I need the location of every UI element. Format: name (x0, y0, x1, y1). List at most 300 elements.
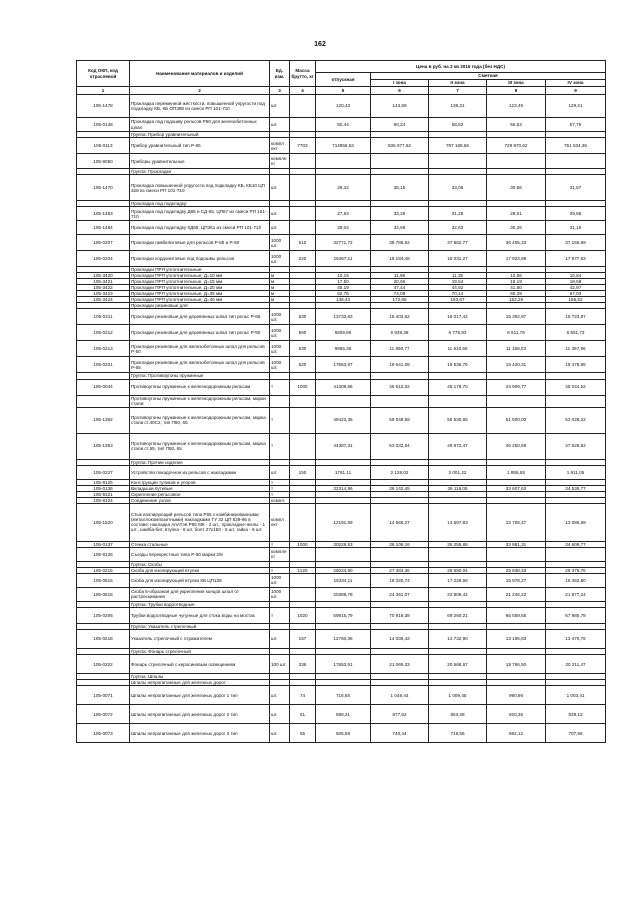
cell-price-zone-3: 44 909,77 (487, 379, 546, 395)
cell-price-release: 505,59 (316, 724, 371, 743)
cell-code: 105-0213 (77, 341, 130, 357)
cell-mass (290, 207, 316, 221)
cell-code: 105-0137 (77, 541, 130, 547)
cell-mass: 620 (290, 357, 316, 373)
cell-mass: 530 (290, 341, 316, 357)
header-code: Код ОКП, код отраслевой (77, 61, 130, 87)
table-row (77, 547, 606, 561)
cell-price-zone-2: 37 862,77 (429, 235, 487, 251)
cell-price-release: 716,65 (316, 686, 371, 705)
cell-price-zone-1 (371, 154, 429, 169)
cell-price-zone-1: 172,85 (371, 297, 429, 303)
cell-price-zone-4: 53 028,22 (546, 407, 606, 433)
cell-mass: 336 (290, 655, 316, 674)
cell-unit: т (270, 433, 290, 459)
cell-price-zone-3: 692,12 (487, 724, 546, 743)
cell-name: Группа: Прокладки (130, 169, 270, 175)
cell-unit: шт. (270, 724, 290, 743)
cell-unit: м (270, 285, 290, 291)
cell-unit: м (270, 273, 290, 279)
cell-price-zone-1: 877,62 (371, 705, 429, 724)
cell-price-zone-4: 34 609,77 (546, 541, 606, 547)
cell-price-zone-3: 11 158,03 (487, 341, 546, 357)
table-row (77, 221, 606, 235)
cell-name: Группа: Фонарь стрелочный (130, 648, 270, 654)
cell-price-zone-3: 66 559,65 (487, 607, 546, 623)
cell-code: 105-0071 (77, 686, 130, 705)
cell-name: Группа: Прибор уравнительный (130, 132, 270, 138)
cell-name: Соединение узлов (130, 497, 270, 503)
cell-unit: шт. (270, 207, 290, 221)
cell-price-release (316, 154, 371, 169)
cell-code: 105-0148 (77, 118, 130, 132)
table-row (77, 433, 606, 459)
cell-code: 105-0113 (77, 138, 130, 154)
column-index: 4 (290, 87, 316, 95)
cell-price-zone-1: 70 916,38 (371, 607, 429, 623)
table-row (77, 118, 606, 132)
cell-price-zone-3: 18,19 (487, 279, 546, 285)
cell-price-zone-2 (429, 547, 487, 561)
cell-price-release: 12760,36 (316, 629, 371, 648)
cell-price-zone-1: 14 036,42 (371, 629, 429, 648)
cell-price-release: 1761,11 (316, 465, 371, 479)
cell-price-release: 20389,78 (316, 587, 371, 601)
cell-code: 105-9125 (77, 479, 130, 485)
cell-price-zone-4: 839,13 (546, 705, 606, 724)
cell-price-release: 13733,63 (316, 309, 371, 325)
cell-unit: шт. (270, 465, 290, 479)
cell-code: 105-0073 (77, 724, 130, 743)
cell-code: 105-0211 (77, 309, 130, 325)
cell-mass (290, 221, 316, 235)
table-row (77, 607, 606, 623)
cell-price-zone-1: 60,24 (371, 118, 429, 132)
cell-price-zone-4: 1 003,41 (546, 686, 606, 705)
cell-price-release: 598,31 (316, 705, 371, 724)
cell-price-zone-1: 11,98 (371, 273, 429, 279)
cell-price-zone-4: 156,52 (546, 297, 606, 303)
cell-price-zone-1 (371, 395, 429, 407)
cell-price-zone-3: 30,26 (487, 221, 546, 235)
cell-price-zone-1: 11 890,77 (371, 341, 429, 357)
cell-price-zone-3: 51 500,00 (487, 407, 546, 433)
cell-name: Стык изолирующий рельсов типа Р65 с комбинированными (металлокомпозитными) накладками ТУ 32 ЦП 829-96 в составе: накладка АпАТэК Р65 МК - 2 шт., прокладки-чехлы - 1 шт., шайба-бит, втулка - 6 шт. болт 27х150 - 6 шт. гайка - 6 шт. (130, 503, 270, 541)
cell-mass: 150 (290, 465, 316, 479)
cell-price-zone-4: 31,16 (546, 221, 606, 235)
header-zone-3: III зона (487, 80, 546, 87)
cell-price-zone-4: 57,75 (546, 118, 606, 132)
cell-code: 105-0222 (77, 655, 130, 674)
cell-price-release: 27,84 (316, 207, 371, 221)
cell-mass (290, 175, 316, 201)
cell-price-release: 49423,35 (316, 407, 371, 433)
cell-code: 105-9050 (77, 154, 130, 169)
cell-price-zone-4: 13 086,69 (546, 503, 606, 541)
cell-price-zone-2: 19 536,76 (429, 357, 487, 373)
cell-unit: т (270, 491, 290, 497)
cell-price-zone-1: 74,08 (371, 291, 429, 297)
cell-price-zone-1: 740,44 (371, 724, 429, 743)
cell-price-zone-1: 20,65 (371, 279, 429, 285)
header-zone-2: II зона (429, 80, 487, 87)
cell-unit: шт. (270, 686, 290, 705)
cell-unit: м (270, 297, 290, 303)
column-index: 8 (487, 87, 546, 95)
cell-price-release: 59915,79 (316, 607, 371, 623)
table-row (77, 587, 606, 601)
table-row (77, 724, 606, 743)
cell-price-zone-1: 18 320,74 (371, 573, 429, 587)
cell-name: Скоба 5-образная для укрепления концов шпал от растрескивания (130, 587, 270, 601)
cell-price-zone-2: 787 168,66 (429, 138, 487, 154)
cell-unit: 100 шт. (270, 655, 290, 674)
cell-price-release: 17,50 (316, 279, 371, 285)
cell-price-zone-4: 751 534,36 (546, 138, 606, 154)
cell-name: Прокладка под подошву рельсов Р50 для железобетонных шпал (130, 118, 270, 132)
cell-price-zone-2: 13 697,83 (429, 503, 487, 541)
cell-price-zone-2: 13 732,90 (429, 629, 487, 648)
cell-code: 105-3421 (77, 279, 130, 285)
cell-price-zone-3: 152,29 (487, 297, 546, 303)
cell-price-zone-2: 36 118,05 (429, 485, 487, 491)
cell-name: Прокладка под подкладку КД65, ЦП361 из смеси РП 101-710 (130, 221, 270, 235)
cell-name: Прокладки резиновые для железобетонных шпал для рельсов Р-50 (130, 341, 270, 357)
cell-price-zone-4 (546, 154, 606, 169)
cell-code: 105-0206 (77, 607, 130, 623)
cell-code: 105-3422 (77, 285, 130, 291)
cell-price-zone-2: 19,54 (429, 279, 487, 285)
cell-mass: 55 (290, 724, 316, 743)
cell-price-zone-4: 18,68 (546, 279, 606, 285)
cell-name: Шпалы непропитанные для железных дорог 1 тип (130, 686, 270, 705)
cell-name: Прокладка под подкладку: (130, 201, 270, 207)
cell-code: 105-1520 (77, 503, 130, 541)
header-unit: Ед. изм. (270, 61, 290, 87)
cell-price-zone-2: 58,82 (429, 118, 487, 132)
cell-code: 105-3423 (77, 291, 130, 297)
cell-unit: компл ект (270, 138, 290, 154)
cell-code (77, 395, 130, 407)
cell-unit: 1000 шт. (270, 587, 290, 601)
cell-price-zone-4: 6 651,73 (546, 325, 606, 341)
cell-unit: компле кт (270, 154, 290, 169)
cell-code: 105-9121 (77, 491, 130, 497)
cell-price-zone-3 (487, 395, 546, 407)
cell-price-zone-1: 45 612,32 (371, 379, 429, 395)
table-row (77, 686, 606, 705)
table-row (77, 235, 606, 251)
cell-name: Группа: Прочие изделия (130, 459, 270, 465)
cell-mass: 630 (290, 309, 316, 325)
cell-name: Прокладки ПРП уплотнительные: (130, 267, 270, 273)
cell-name: Прокладки ПРП уплотнительные, Д=40 мм (130, 297, 270, 303)
cell-name: Скоба для изолирующей втулки КБ ЦП138 (130, 573, 270, 587)
cell-price-release: 41309,66 (316, 379, 371, 395)
cell-name: Прокладка повышенной упругости под подкладку КБ, КБ10 ЦП 328 из смеси РП 101-710 (130, 175, 270, 201)
cell-price-release: 17653,51 (316, 655, 371, 674)
cell-name: Прокладка под подкладку Д65 и СД-65, ЦП67 из смеси РП 101-710 (130, 207, 270, 221)
cell-price-zone-4: 17 977,63 (546, 251, 606, 267)
cell-unit: 1000 шт. (270, 309, 290, 325)
cell-mass: 74 (290, 686, 316, 705)
cell-code: 105-1484 (77, 221, 130, 235)
column-index: 7 (429, 87, 487, 95)
group-row (77, 395, 606, 407)
column-index: 2 (130, 87, 270, 95)
column-index: 3 (270, 87, 290, 95)
cell-mass: 1000 (290, 541, 316, 547)
cell-price-zone-2: 17 229,56 (429, 573, 487, 587)
cell-price-zone-2: 18 031,27 (429, 251, 487, 267)
cell-price-zone-3 (487, 154, 546, 169)
cell-price-zone-2: 28 690,04 (429, 567, 487, 573)
cell-price-release: 714956,53 (316, 138, 371, 154)
cell-name: Скоба для изолирующей втулки (130, 567, 270, 573)
cell-price-zone-3: 25 838,33 (487, 567, 546, 573)
cell-price-zone-2: 16 017,42 (429, 309, 487, 325)
cell-name: Прокладки ПРП уплотнительные, Д=10 мм (130, 273, 270, 279)
cell-price-release: 29,42 (316, 175, 371, 201)
cell-price-zone-1: 2 128,02 (371, 465, 429, 479)
table-row (77, 465, 606, 479)
cell-price-zone-3: 19 766,50 (487, 655, 546, 674)
cell-mass (290, 433, 316, 459)
cell-name: Прокладка переменной жесткости, повышенной упругости под подкладку КБ, КБ ОП398 из смеси РП 101-710 (130, 95, 270, 118)
cell-unit: т (270, 379, 290, 395)
cell-price-release: 16467,11 (316, 251, 371, 267)
cell-price-release: 62,76 (316, 291, 371, 297)
cell-name: Противоугоны пружинные к железнодорожным рельсам, марка стали ст.40С2, тип П50, 65 (130, 407, 270, 433)
cell-mass (290, 503, 316, 541)
table-row (77, 629, 606, 648)
cell-name: Группа: Противоугоны пружинные (130, 373, 270, 379)
cell-price-zone-4: 1 911,05 (546, 465, 606, 479)
cell-price-release: 25024,90 (316, 567, 371, 573)
cell-unit: шт. (270, 629, 290, 648)
cell-price-zone-3: 19 420,31 (487, 357, 546, 373)
table-row (77, 705, 606, 724)
cell-price-zone-1: 47,44 (371, 285, 429, 291)
cell-name: Фонарь стрелочный с керосиновым освещением (130, 655, 270, 674)
cell-name: Прокладки кордонитовые под подошвы рельсов (130, 251, 270, 267)
table-row (77, 95, 606, 118)
cell-name: Скрепление рельсовое (130, 491, 270, 497)
cell-unit: т (270, 407, 290, 433)
cell-price-release: 146,43 (316, 297, 371, 303)
column-index: 5 (316, 87, 371, 95)
cell-price-release: 29,04 (316, 221, 371, 235)
cell-price-zone-4: 13 470,76 (546, 629, 606, 648)
cell-price-zone-1: 59 048,59 (371, 407, 429, 433)
cell-mass: 1000 (290, 379, 316, 395)
header-zone-4: IV зона (546, 80, 606, 87)
cell-price-zone-1: 18 184,48 (371, 251, 429, 267)
cell-price-zone-2: 70,14 (429, 291, 487, 297)
cell-mass: 560 (290, 325, 316, 341)
page-number: 162 (314, 41, 326, 48)
cell-unit (270, 395, 290, 407)
cell-code: 105-9126 (77, 547, 130, 561)
cell-price-release: 12191,69 (316, 503, 371, 541)
cell-price-zone-4: 10,84 (546, 273, 606, 279)
cell-price-zone-3 (487, 547, 546, 561)
cell-price-zone-2: 136,31 (429, 95, 487, 118)
header-release: отпускная (316, 73, 371, 87)
cell-price-zone-1: 836 677,62 (371, 138, 429, 154)
cell-price-zone-3: 10,56 (487, 273, 546, 279)
cell-name: Прокладки ПРП уплотнительные, Д=20 мм (130, 285, 270, 291)
cell-name: Стенка стальные (130, 541, 270, 547)
cell-unit: м (270, 291, 290, 297)
cell-unit: шт. (270, 705, 290, 724)
cell-name: Прокладки резиновые для деревянных шпал тип рельс Р-50 (130, 325, 270, 341)
cell-name: Указатель стрелочный с отражателем (130, 629, 270, 648)
cell-price-zone-4: 45 044,52 (546, 379, 606, 395)
cell-price-release: 32314,86 (316, 485, 371, 491)
cell-price-zone-4: 129,21 (546, 95, 606, 118)
cell-price-zone-3: 36 405,33 (487, 235, 546, 251)
cell-mass: 220 (290, 251, 316, 267)
cell-mass: 1020 (290, 607, 316, 623)
cell-unit: 1000 шт. (270, 325, 290, 341)
cell-price-zone-4: 42,97 (546, 285, 606, 291)
cell-price-zone-3: 15 978,27 (487, 573, 546, 587)
cell-unit: компл. (270, 497, 290, 503)
cell-price-release (316, 395, 371, 407)
cell-mass (290, 395, 316, 407)
cell-price-release: 120,43 (316, 95, 371, 118)
cell-price-zone-2: 44,92 (429, 285, 487, 291)
cell-price-zone-4: 34 538,77 (546, 485, 606, 491)
table-body (77, 95, 606, 743)
cell-code: 105-0215 (77, 567, 130, 573)
cell-price-zone-2: 2 001,22 (429, 465, 487, 479)
cell-price-zone-2: 55 530,65 (429, 407, 487, 433)
table-row (77, 341, 606, 357)
cell-price-zone-3: 29,01 (487, 207, 546, 221)
table-row (77, 357, 606, 373)
cell-price-zone-4: 11 397,96 (546, 341, 606, 357)
cell-code: 105-3424 (77, 297, 130, 303)
cell-name: Шпалы непропитанные для железных дорог 2 тип (130, 705, 270, 724)
cell-price-zone-1: 19 641,08 (371, 357, 429, 373)
cell-price-zone-4: 21 877,24 (546, 587, 606, 601)
cell-name: Противоугоны пружинные к железнодорожным рельсам, марка стали ст.55, тип П50, 65 (130, 433, 270, 459)
cell-price-zone-2: 1 009,45 (429, 686, 487, 705)
cell-price-release: 5809,89 (316, 325, 371, 341)
cell-price-zone-4: 47 625,52 (546, 433, 606, 459)
cell-mass (290, 547, 316, 561)
cell-mass (290, 407, 316, 433)
cell-code: 105-0072 (77, 705, 130, 724)
cell-price-zone-1: 16 403,62 (371, 309, 429, 325)
cell-name: Вкладыши путевые (130, 485, 270, 491)
cell-price-zone-1 (371, 547, 429, 561)
cell-code: 105-0227 (77, 465, 130, 479)
cell-unit: шт. (270, 175, 290, 201)
cell-mass (290, 118, 316, 132)
cell-price-zone-4: 67,03 (546, 291, 606, 297)
cell-code: 105-1363 (77, 433, 130, 459)
cell-price-zone-3: 46 250,69 (487, 433, 546, 459)
cell-unit: компле кт (270, 547, 290, 561)
column-index-row (77, 87, 606, 95)
cell-price-zone-3: 15 392,97 (487, 309, 546, 325)
table-row (77, 573, 606, 587)
cell-name: Противоугоны пружинные к железнодорожным рельсам (130, 379, 270, 395)
cell-price-release: 17653,87 (316, 357, 371, 373)
cell-price-zone-2: 69 260,21 (429, 607, 487, 623)
cell-code: 105-1478 (77, 95, 130, 118)
cell-unit: 1000 шт. (270, 251, 290, 267)
cell-price-zone-3: 6 511,76 (487, 325, 546, 341)
cell-price-zone-2: 6 775,93 (429, 325, 487, 341)
table-row (77, 138, 606, 154)
cell-mass: 61 (290, 705, 316, 724)
cell-price-zone-4 (546, 395, 606, 407)
cell-name: Группа: Шпалы (130, 674, 270, 680)
cell-unit: 1000 шт. (270, 573, 290, 587)
cell-price-zone-4: 67 985,78 (546, 607, 606, 623)
cell-price-zone-2: 11 610,66 (429, 341, 487, 357)
cell-name: Конструкции тупиков и упоров (130, 479, 270, 485)
cell-price-release: 15334,11 (316, 573, 371, 587)
header-estimate: Сметная (371, 73, 606, 80)
cell-price-zone-2: 32,63 (429, 221, 487, 235)
table-row (77, 309, 606, 325)
cell-price-release: 40,19 (316, 285, 371, 291)
cell-unit: шт. (270, 95, 290, 118)
cell-price-zone-2: 163,67 (429, 297, 487, 303)
cell-price-release: 50,44 (316, 118, 371, 132)
cell-price-zone-3: 17 923,99 (487, 251, 546, 267)
cell-price-zone-2: 853,38 (429, 705, 487, 724)
cell-mass: 510 (290, 235, 316, 251)
cell-price-zone-3: 820,36 (487, 705, 546, 724)
cell-name: Приборы уравнительные (130, 154, 270, 169)
cell-price-zone-3: 21 246,22 (487, 587, 546, 601)
cell-price-zone-3: 41,80 (487, 285, 546, 291)
cell-name: Прокладки ПРП уплотнительные, Д=15 мм (130, 279, 270, 285)
cell-code: 105-1483 (77, 207, 130, 221)
cell-name: Прокладки ПРП уплотнительные, Д=35 мм (130, 291, 270, 297)
table-row (77, 541, 606, 547)
cell-unit: т (270, 485, 290, 491)
table-row (77, 175, 606, 201)
cell-mass: 157 (290, 629, 316, 648)
cell-price-zone-3: 13 195,63 (487, 629, 546, 648)
cell-price-release (316, 547, 371, 561)
cell-price-zone-4: 19 478,65 (546, 357, 606, 373)
cell-price-zone-2: 22 909,44 (429, 587, 487, 601)
cell-mass (290, 587, 316, 601)
cell-price-zone-2: 719,56 (429, 724, 487, 743)
cell-name: Шпалы непропитанные для железных дорог 3 тип (130, 724, 270, 743)
cell-price-zone-3: 123,49 (487, 95, 546, 118)
cell-unit: 1000 шт. (270, 341, 290, 357)
cell-code: 105-0207 (77, 235, 130, 251)
cell-code: 105-1470 (77, 175, 130, 201)
table-row (77, 379, 606, 395)
cell-unit: 1000 шт. (270, 357, 290, 373)
cell-name: Прокладки резиновые для железобетонных шпал для рельсов Р-65 (130, 357, 270, 373)
cell-unit: шт. (270, 118, 290, 132)
table-row (77, 207, 606, 221)
cell-code: 105-0516 (77, 587, 130, 601)
cell-name: Прокладки гамбелитовые для рельсов Р-65 и Р-50 (130, 235, 270, 251)
cell-code: 105-9124 (77, 497, 130, 503)
